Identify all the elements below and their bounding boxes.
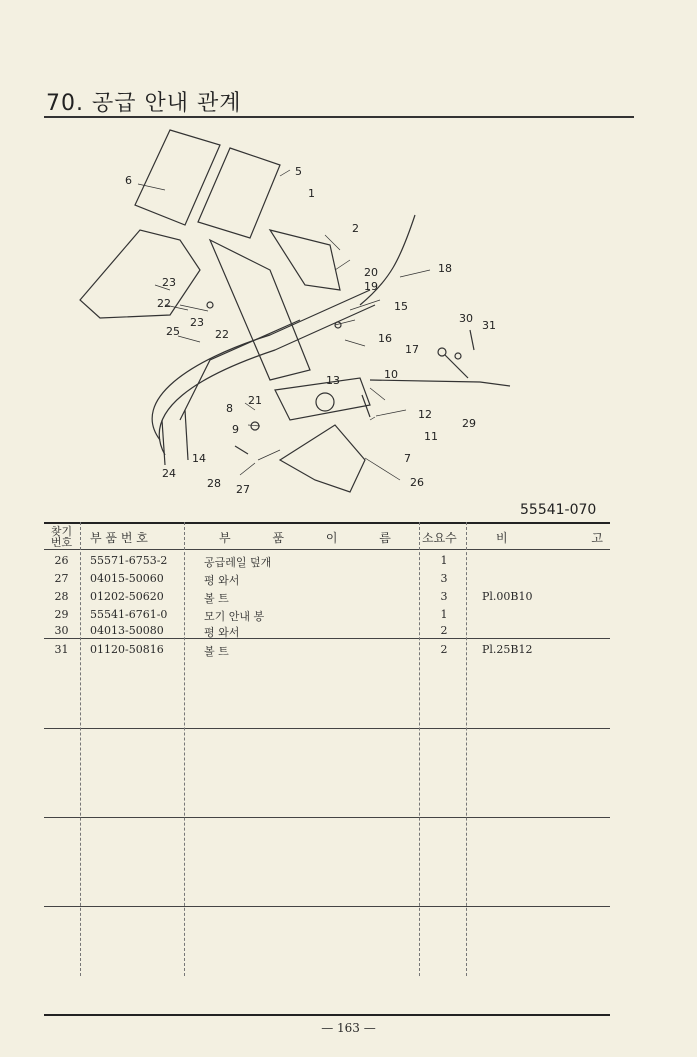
row-part-no: 55571-6753-2 xyxy=(90,554,168,567)
callout-number: 22 xyxy=(215,328,229,341)
callout-number: 1 xyxy=(308,187,315,200)
callout-number: 8 xyxy=(226,402,233,415)
callout-number: 31 xyxy=(482,319,496,332)
row-part-no: 04015-50060 xyxy=(90,572,164,585)
callout-number: 25 xyxy=(166,325,180,338)
row-no: 31 xyxy=(54,643,69,656)
callout-number: 12 xyxy=(418,408,432,421)
title-rule xyxy=(44,116,634,118)
parts-diagram xyxy=(70,120,630,510)
callout-number: 13 xyxy=(326,374,340,387)
row-no: 29 xyxy=(54,608,69,621)
page-title: 70. 공급 안내 관계 xyxy=(46,91,242,116)
washer-part xyxy=(207,302,213,308)
callout-number: 19 xyxy=(364,280,378,293)
rail-part xyxy=(162,420,165,465)
header-name: 부 품 이 름 xyxy=(219,531,391,545)
row-qty: 1 xyxy=(440,554,448,567)
callout-number: 21 xyxy=(248,394,262,407)
cover-plate-part xyxy=(135,130,220,225)
row-part-no: 55541-6761-0 xyxy=(90,608,168,621)
parts-table xyxy=(44,522,610,1016)
callout-number: 7 xyxy=(404,452,411,465)
row-name: 볼 트 xyxy=(204,645,229,658)
header-rule xyxy=(44,549,610,550)
row-qty: 3 xyxy=(440,572,448,585)
diagram-code: 55541-070 xyxy=(520,502,597,518)
frame-part xyxy=(80,230,200,318)
callout-number: 30 xyxy=(459,312,473,325)
row-qty: 3 xyxy=(440,590,448,603)
callout-number: 11 xyxy=(424,430,438,443)
column-divider xyxy=(419,522,420,976)
callout-number: 26 xyxy=(410,476,424,489)
row-note: Pl.25B12 xyxy=(482,643,533,656)
washer-part xyxy=(455,353,461,359)
header-part-no: 부 품 번 호 xyxy=(90,531,148,545)
header-qty: 소요수 xyxy=(422,531,457,545)
row-rule xyxy=(44,638,610,639)
row-no: 27 xyxy=(54,572,69,585)
row-qty: 1 xyxy=(440,608,448,621)
callout-number: 18 xyxy=(438,262,452,275)
callout-number: 5 xyxy=(295,165,302,178)
table-bottom-rule xyxy=(44,1014,610,1016)
callout-number: 27 xyxy=(236,483,250,496)
row-no: 26 xyxy=(54,554,69,567)
callout-number: 15 xyxy=(394,300,408,313)
callout-number: 24 xyxy=(162,467,176,480)
table-top-rule xyxy=(44,522,610,524)
row-no: 30 xyxy=(54,624,69,637)
rail-cover-part xyxy=(280,425,365,492)
row-qty: 2 xyxy=(440,624,448,637)
callout-number: 23 xyxy=(190,316,204,329)
callout-number: 2 xyxy=(352,222,359,235)
leader-line xyxy=(138,170,430,480)
callout-number: 14 xyxy=(192,452,206,465)
callout-number: 28 xyxy=(207,477,221,490)
row-note: Pl.00B10 xyxy=(482,590,533,603)
callout-number: 17 xyxy=(405,343,419,356)
column-divider xyxy=(184,522,185,976)
guide-rod-part xyxy=(360,215,415,305)
row-part-no: 01120-50816 xyxy=(90,643,164,656)
page-number: — 163 — xyxy=(321,1021,376,1035)
rail-part xyxy=(185,410,188,460)
column-divider xyxy=(466,522,467,976)
washer-part xyxy=(438,348,446,356)
header-note: 비 고 xyxy=(496,531,603,545)
plate-hole xyxy=(316,393,334,411)
row-rule xyxy=(44,817,610,818)
column-divider xyxy=(80,522,81,976)
callout-number: 29 xyxy=(462,417,476,430)
cover-plate-part xyxy=(198,148,280,238)
row-name: 평 와서 xyxy=(204,574,240,587)
bracket-part xyxy=(270,230,340,290)
guide-rod-part xyxy=(370,380,510,386)
rail-part xyxy=(152,290,370,440)
row-name: 공급레일 덮개 xyxy=(204,556,272,569)
callout-number: 10 xyxy=(384,368,398,381)
row-no: 28 xyxy=(54,590,69,603)
callout-number: 23 xyxy=(162,276,176,289)
plate-part xyxy=(275,378,370,420)
row-part-no: 04013-50080 xyxy=(90,624,164,637)
bolt-part xyxy=(235,446,248,454)
row-rule xyxy=(44,728,610,729)
row-name: 평 와서 xyxy=(204,626,240,639)
bolt-part xyxy=(470,330,474,350)
callout-number: 16 xyxy=(378,332,392,345)
header-no: 찾기 번호 xyxy=(50,525,73,549)
row-rule xyxy=(44,906,610,907)
callout-number: 22 xyxy=(157,297,171,310)
row-name: 볼 트 xyxy=(204,592,229,605)
row-part-no: 01202-50620 xyxy=(90,590,164,603)
row-qty: 2 xyxy=(440,643,448,656)
row-name: 모기 안내 봉 xyxy=(204,610,265,623)
frame-part xyxy=(210,240,310,380)
callout-number: 20 xyxy=(364,266,378,279)
callout-number: 6 xyxy=(125,174,132,187)
callout-number: 9 xyxy=(232,423,239,436)
